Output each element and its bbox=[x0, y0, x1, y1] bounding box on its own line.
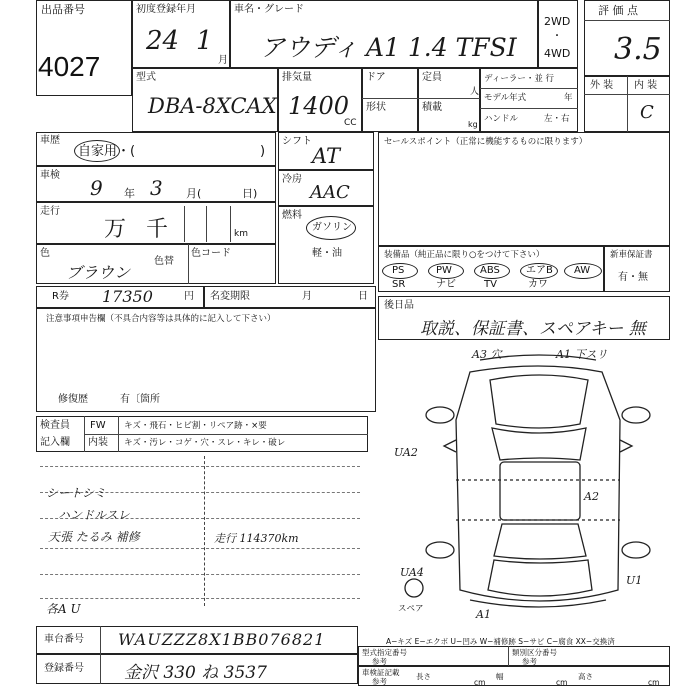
spare-label: スペア bbox=[398, 604, 424, 614]
exterior-label: 外 装 bbox=[590, 80, 614, 91]
dims-label1: 車検証記載 bbox=[362, 668, 400, 677]
equip-aw: AW bbox=[574, 265, 591, 276]
aircon-value: AAC bbox=[310, 182, 350, 203]
grade-label: 評 価 点 bbox=[598, 4, 638, 17]
drive-4wd: 4WD bbox=[544, 47, 571, 60]
color-code-label: 色コード bbox=[191, 248, 231, 259]
dims-width: 幅 bbox=[496, 672, 504, 681]
interior-value: C bbox=[640, 102, 654, 123]
model-label: 車名・グレード bbox=[234, 4, 304, 15]
inspection-label: 車検 bbox=[40, 170, 60, 181]
equipment-label: 装備品（純正品に限り○をつけて下さい） bbox=[384, 250, 545, 260]
grade-value: 3.5 bbox=[614, 32, 662, 67]
transfer-day-unit: 日 bbox=[358, 291, 368, 302]
cert-label1: 型式指定番号 bbox=[362, 648, 407, 657]
repair-value: 有〔箇所 bbox=[120, 394, 160, 405]
dims-length: 長さ bbox=[416, 672, 431, 681]
inspection-year: 9 bbox=[90, 176, 103, 200]
damage-a3: A3 穴 bbox=[472, 348, 502, 361]
dims-height: 高さ bbox=[578, 672, 593, 681]
chassis-div bbox=[100, 626, 101, 654]
later-label: 後日品 bbox=[384, 300, 414, 311]
history-value: 自家用・( bbox=[78, 144, 136, 159]
lot-label: 出品番号 bbox=[41, 3, 85, 16]
warranty-label: 新車保証書 bbox=[610, 250, 653, 260]
equip-pw: PW bbox=[436, 265, 452, 276]
dims-height-unit: cm bbox=[648, 678, 660, 687]
aircon-label: 冷房 bbox=[282, 174, 302, 185]
drive-2wd: 2WD bbox=[544, 15, 571, 28]
disp-unit: CC bbox=[344, 118, 357, 128]
handle-label: ハンドル bbox=[484, 114, 519, 124]
cert-label4: 参考 bbox=[522, 657, 537, 666]
damage-a1-front: A1 下スリ bbox=[556, 348, 608, 361]
repair-label: 修復歴 bbox=[58, 394, 88, 405]
disp-value: 1400 bbox=[288, 92, 350, 120]
dims-width-unit: cm bbox=[556, 678, 568, 687]
first-reg-month-unit: 月 bbox=[218, 55, 228, 66]
inspection-day-unit: 日) bbox=[242, 187, 258, 200]
mileage-label: 走行 bbox=[40, 206, 60, 217]
dims-length-unit: cm bbox=[474, 678, 486, 687]
dims-label2: 参考 bbox=[372, 677, 387, 686]
cert-label3: 類別区分番号 bbox=[512, 648, 557, 657]
equip-sr: SR bbox=[392, 279, 406, 290]
damage-ua2: UA2 bbox=[394, 446, 418, 459]
handle-options: 左・右 bbox=[544, 114, 570, 124]
warranty-options: 有・無 bbox=[618, 272, 648, 283]
mileage-unit: km bbox=[234, 229, 248, 239]
first-reg-month: 1 bbox=[196, 26, 213, 56]
inspection-month-unit: 月( bbox=[186, 187, 202, 200]
inspector-int-text: キズ・汚レ・コゲ・穴・スレ・キレ・破レ bbox=[124, 438, 286, 448]
equip-tv: TV bbox=[484, 279, 497, 290]
recycle-label: R券 bbox=[52, 291, 69, 302]
damage-ua4: UA4 bbox=[400, 566, 424, 579]
lot-number: 4027 bbox=[38, 51, 101, 82]
shape-label: 形状 bbox=[366, 102, 386, 113]
type-value: DBA-8XCAX bbox=[148, 94, 277, 118]
dealer-label: ディーラー・並 行 bbox=[484, 74, 555, 84]
fuel-diesel: 軽・油 bbox=[312, 248, 342, 259]
equip-abs: ABS bbox=[480, 265, 500, 276]
shift-value: AT bbox=[312, 144, 341, 168]
first-reg-label: 初度登録年月 bbox=[136, 4, 196, 15]
chassis-value: WAUZZZ8X1BB076821 bbox=[118, 630, 326, 649]
seats-label: 定員 bbox=[422, 72, 442, 83]
notes-label: 注意事項申告欄（不具合内容等は具体的に記入して下さい） bbox=[46, 314, 276, 324]
shift-label: シフト bbox=[282, 136, 312, 147]
dims-box bbox=[358, 666, 670, 686]
type-label: 型式 bbox=[136, 72, 156, 83]
damage-u1: U1 bbox=[626, 574, 643, 587]
inspector-bottom-note: 各A U bbox=[46, 602, 81, 616]
color-label: 色 bbox=[40, 248, 50, 259]
inspector-label2: 記入欄 bbox=[40, 437, 70, 448]
inspector-note-2: ハンドルスレ bbox=[58, 508, 130, 522]
equip-airbag: エアB bbox=[526, 265, 553, 276]
inspector-note-4: 走行 114370km bbox=[214, 532, 299, 545]
first-reg-year: 24 bbox=[146, 26, 180, 56]
cert-div bbox=[508, 646, 509, 666]
inspector-note-1: シートシミ bbox=[46, 486, 107, 500]
plate-div bbox=[100, 654, 101, 684]
inspector-note-3: 天張 たるみ 補修 bbox=[48, 530, 140, 544]
inspection-month: 3 bbox=[150, 176, 163, 200]
equip-navi: ナビ bbox=[436, 279, 456, 290]
plate-label: 登録番号 bbox=[44, 663, 84, 674]
fuel-label: 燃料 bbox=[282, 210, 302, 221]
load-unit: kg bbox=[468, 120, 478, 129]
damage-legend: A−キズ E−エクボ U−凹み W−補修跡 S−サビ C−腐食 XX−交換済 bbox=[386, 637, 615, 646]
equip-leather: カワ bbox=[528, 279, 548, 290]
equip-ps: PS bbox=[392, 265, 405, 276]
inspection-year-unit: 年 bbox=[124, 187, 135, 200]
drive-sep: ・ bbox=[552, 31, 562, 42]
chassis-label: 車台番号 bbox=[44, 634, 84, 645]
transfer-label: 名変期限 bbox=[210, 291, 250, 302]
cert-label2: 参考 bbox=[372, 657, 387, 666]
recycle-unit: 円 bbox=[184, 291, 194, 302]
load-label: 積載 bbox=[422, 102, 442, 113]
sales-point-label: セールスポイント（正常に機能するものに限ります） bbox=[384, 137, 588, 147]
damage-a2: A2 bbox=[584, 490, 599, 503]
recycle-value: 17350 bbox=[102, 287, 153, 306]
mileage-man: 万 bbox=[104, 217, 127, 242]
inspector-label1: 検査員 bbox=[40, 420, 70, 431]
inspector-int: 内装 bbox=[88, 437, 108, 448]
model-name: アウディ A1 1.4 TFSI bbox=[260, 33, 517, 62]
mileage-sen: 千 bbox=[146, 217, 169, 242]
damage-a1-rear: A1 bbox=[476, 608, 491, 621]
interior-label: 内 装 bbox=[634, 80, 658, 91]
fuel-gasoline: ガソリン bbox=[312, 222, 352, 233]
disp-label: 排気量 bbox=[282, 72, 312, 83]
later-value: 取説、保証書、スペアキー 無 bbox=[420, 319, 646, 339]
color-value: ブラウン bbox=[66, 263, 131, 282]
history-close: ) bbox=[260, 144, 266, 159]
history-label: 車歴 bbox=[40, 135, 60, 146]
model-year-label: モデル年式 bbox=[484, 93, 527, 103]
plate-value: 金沢 330 ね 3537 bbox=[124, 663, 267, 683]
seats-unit: 人 bbox=[470, 87, 480, 97]
model-year-unit: 年 bbox=[564, 93, 573, 103]
door-label: ドア bbox=[366, 72, 386, 83]
color-change-label: 色替 bbox=[154, 256, 174, 267]
inspector-fw: FW bbox=[90, 420, 106, 431]
inspector-fw-text: キズ・飛石・ヒビ割・リペア跡・×要 bbox=[124, 421, 267, 431]
transfer-month-unit: 月 bbox=[302, 291, 312, 302]
